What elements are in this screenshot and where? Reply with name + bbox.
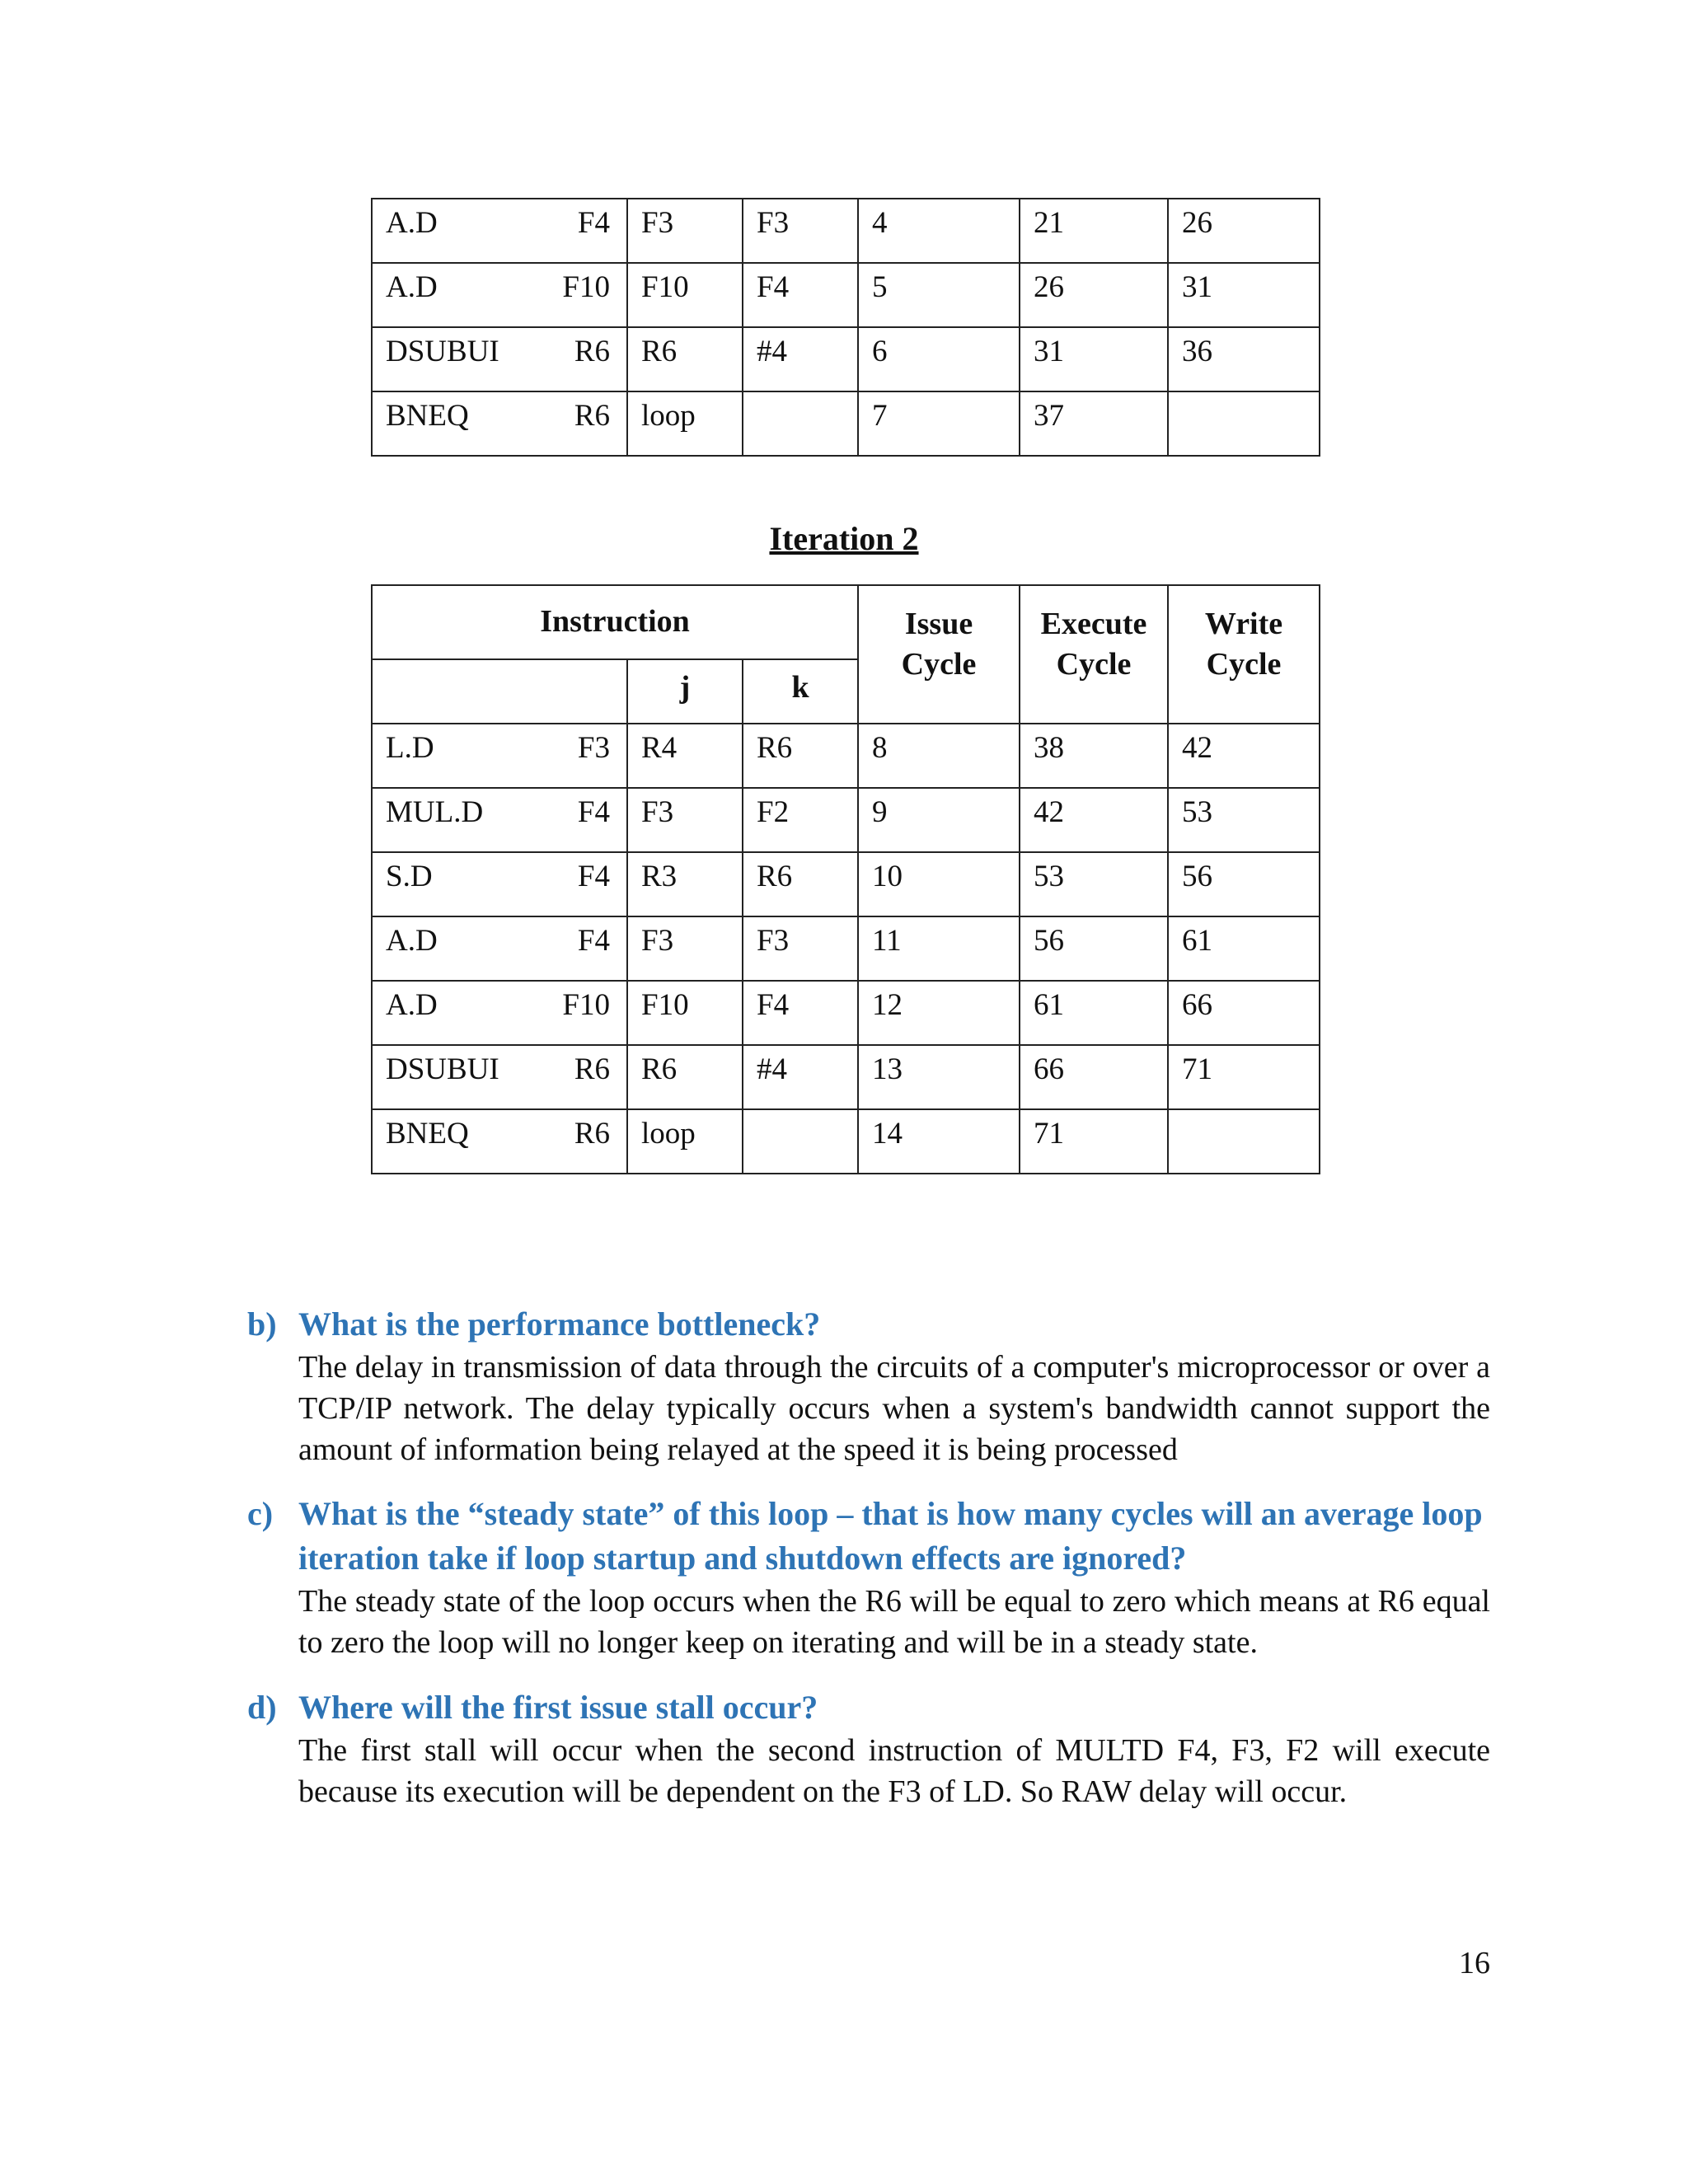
header-execute-cycle: Execute Cycle — [1020, 585, 1168, 724]
question-c-heading — [247, 1492, 1490, 1581]
table-row — [372, 788, 1320, 852]
write-cycle-cell: 61 — [1168, 916, 1320, 981]
answer-text: The delay in transmission of data through the circuits of a computer's microprocessor or over a TCP/IP network. The delay typically occurs when a system's bandwidth cannot support the amount of information being relayed at the speed it is being processed — [298, 1350, 1490, 1467]
table-row — [372, 981, 1320, 1045]
instruction-dest-cell: F4 — [537, 916, 627, 981]
execute-cycle-cell: 71 — [1020, 1109, 1168, 1174]
issue-cycle-cell: 5 — [858, 263, 1020, 327]
instruction-dest-cell: F3 — [537, 724, 627, 788]
execute-cycle-cell: 26 — [1020, 263, 1168, 327]
operand-k-cell: R6 — [743, 852, 858, 916]
instruction-op-cell: S.D — [372, 852, 537, 916]
instruction-op-cell: A.D — [372, 981, 537, 1045]
header-instruction: Instruction — [372, 585, 858, 659]
write-cycle-cell: 42 — [1168, 724, 1320, 788]
question-label: d) — [247, 1689, 277, 1726]
iteration-2-title: Iteration 2 — [769, 520, 919, 557]
header-j: j — [627, 659, 743, 724]
execute-cycle-cell: 31 — [1020, 327, 1168, 391]
table-row — [372, 1045, 1320, 1109]
operand-k-cell: F3 — [743, 916, 858, 981]
instruction-dest-cell: R6 — [537, 1109, 627, 1174]
iteration-1-table-continued — [371, 198, 1320, 457]
write-cycle-cell: 53 — [1168, 788, 1320, 852]
instruction-op-cell: L.D — [372, 724, 537, 788]
write-cycle-cell: 26 — [1168, 199, 1320, 263]
instruction-op-cell: DSUBUI — [372, 1045, 537, 1109]
execute-cycle-cell: 38 — [1020, 724, 1168, 788]
question-d — [247, 1685, 1490, 1812]
operand-k-cell: #4 — [743, 1045, 858, 1109]
table-row — [372, 263, 1320, 327]
issue-cycle-cell: 4 — [858, 199, 1020, 263]
header-write-cycle: Write Cycle — [1168, 585, 1320, 724]
question-d-heading — [247, 1685, 1490, 1730]
issue-cycle-cell: 12 — [858, 981, 1020, 1045]
write-cycle-cell: 36 — [1168, 327, 1320, 391]
issue-cycle-cell: 8 — [858, 724, 1020, 788]
instruction-dest-cell: F4 — [537, 852, 627, 916]
write-cycle-cell — [1168, 1109, 1320, 1174]
iteration-2-table — [371, 584, 1320, 1174]
header-blank — [372, 659, 627, 724]
issue-cycle-cell: 13 — [858, 1045, 1020, 1109]
operand-k-cell: F2 — [743, 788, 858, 852]
instruction-op-cell: BNEQ — [372, 391, 537, 456]
operand-k-cell: R6 — [743, 724, 858, 788]
header-k: k — [743, 659, 858, 724]
question-b — [247, 1302, 1490, 1470]
execute-cycle-cell: 53 — [1020, 852, 1168, 916]
issue-cycle-cell: 7 — [858, 391, 1020, 456]
instruction-dest-cell: F4 — [537, 788, 627, 852]
table-row — [372, 327, 1320, 391]
question-c — [247, 1492, 1490, 1663]
instruction-dest-cell: F10 — [537, 263, 627, 327]
issue-cycle-cell: 10 — [858, 852, 1020, 916]
answer-text: The first stall will occur when the second instruction of MULTD F4, F3, F2 will execute because its execution will be dependent on the F3 of LD. So RAW delay will occur. — [298, 1733, 1490, 1809]
instruction-op-cell: A.D — [372, 199, 537, 263]
instruction-dest-cell: F4 — [537, 199, 627, 263]
execute-cycle-cell: 42 — [1020, 788, 1168, 852]
execute-cycle-cell: 21 — [1020, 199, 1168, 263]
write-cycle-cell: 71 — [1168, 1045, 1320, 1109]
instruction-dest-cell: R6 — [537, 327, 627, 391]
table-row — [372, 852, 1320, 916]
table-row — [372, 391, 1320, 456]
operand-j-cell: F3 — [627, 916, 743, 981]
execute-cycle-cell: 66 — [1020, 1045, 1168, 1109]
write-cycle-cell: 31 — [1168, 263, 1320, 327]
question-label: c) — [247, 1495, 274, 1532]
write-cycle-cell — [1168, 391, 1320, 456]
instruction-op-cell: BNEQ — [372, 1109, 537, 1174]
operand-j-cell: R4 — [627, 724, 743, 788]
operand-j-cell: R6 — [627, 327, 743, 391]
page-number: 16 — [1459, 1946, 1490, 1980]
instruction-dest-cell: R6 — [537, 391, 627, 456]
answer-text: The steady state of the loop occurs when the R6 will be equal to zero which means at R6 equal to zero the loop will no longer keep on iterating and will be in a steady state. — [298, 1584, 1490, 1660]
issue-cycle-cell: 11 — [858, 916, 1020, 981]
question-label: b) — [247, 1305, 277, 1343]
operand-k-cell — [743, 1109, 858, 1174]
instruction-op-cell: DSUBUI — [372, 327, 537, 391]
operand-j-cell: R6 — [627, 1045, 743, 1109]
table-row — [372, 724, 1320, 788]
operand-k-cell: F3 — [743, 199, 858, 263]
instruction-op-cell: A.D — [372, 916, 537, 981]
operand-j-cell: F3 — [627, 199, 743, 263]
operand-j-cell: loop — [627, 391, 743, 456]
operand-k-cell: #4 — [743, 327, 858, 391]
operand-j-cell: F3 — [627, 788, 743, 852]
instruction-op-cell: A.D — [372, 263, 537, 327]
operand-k-cell: F4 — [743, 981, 858, 1045]
question-b-heading — [247, 1302, 1490, 1347]
table-row — [372, 1109, 1320, 1174]
issue-cycle-cell: 6 — [858, 327, 1020, 391]
table-row — [372, 916, 1320, 981]
instruction-dest-cell: F10 — [537, 981, 627, 1045]
instruction-dest-cell: R6 — [537, 1045, 627, 1109]
issue-cycle-cell: 14 — [858, 1109, 1020, 1174]
question-text: What is the “steady state” of this loop – that is how many cycles will an average loop iteration take if loop startup and shutdown effects are ignored? — [298, 1495, 1483, 1577]
write-cycle-cell: 66 — [1168, 981, 1320, 1045]
header-issue-cycle: Issue Cycle — [858, 585, 1020, 724]
write-cycle-cell: 56 — [1168, 852, 1320, 916]
operand-j-cell: F10 — [627, 981, 743, 1045]
operand-j-cell: R3 — [627, 852, 743, 916]
question-text: What is the performance bottleneck? — [298, 1305, 821, 1343]
operand-k-cell — [743, 391, 858, 456]
execute-cycle-cell: 37 — [1020, 391, 1168, 456]
issue-cycle-cell: 9 — [858, 788, 1020, 852]
operand-j-cell: F10 — [627, 263, 743, 327]
instruction-op-cell: MUL.D — [372, 788, 537, 852]
execute-cycle-cell: 56 — [1020, 916, 1168, 981]
execute-cycle-cell: 61 — [1020, 981, 1168, 1045]
table-row — [372, 199, 1320, 263]
operand-j-cell: loop — [627, 1109, 743, 1174]
question-text: Where will the first issue stall occur? — [298, 1689, 818, 1726]
operand-k-cell: F4 — [743, 263, 858, 327]
